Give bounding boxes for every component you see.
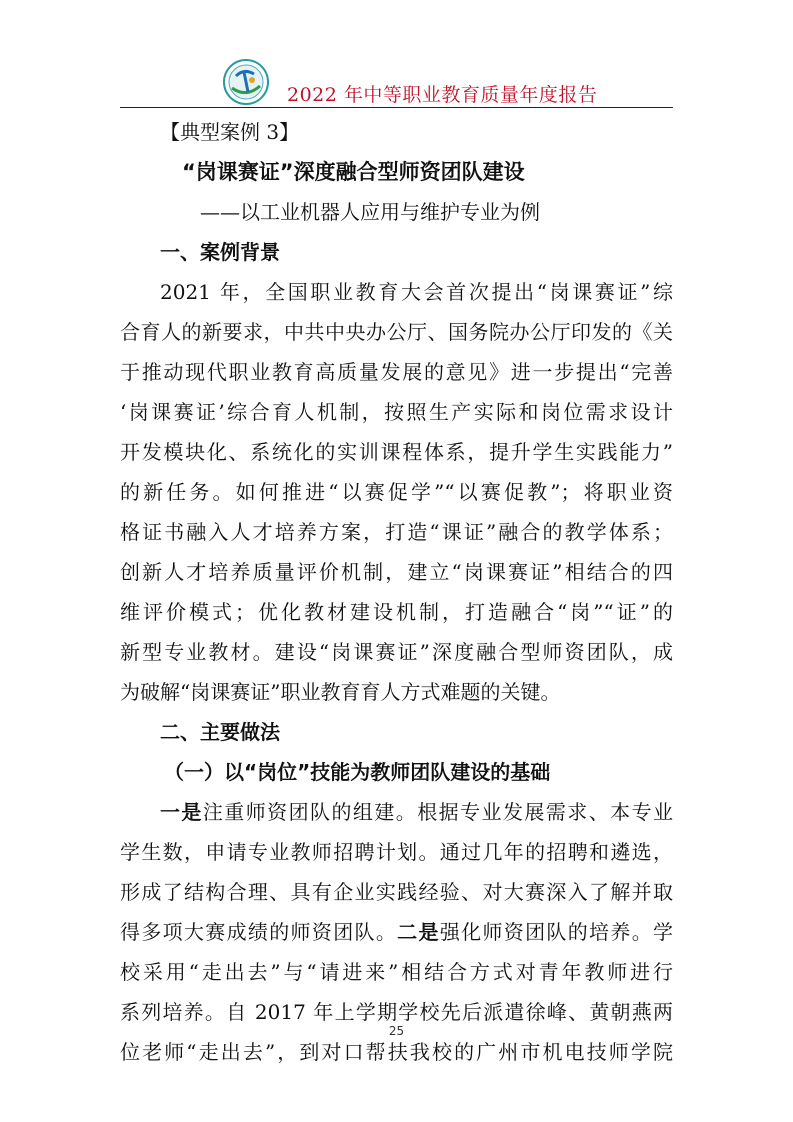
- paragraph-line: 合育人的新要求，中共中央办公厅、国务院办公厅印发的《关: [120, 320, 673, 344]
- paragraph-line: 校采用“走出去”与“请进来”相结合方式对青年教师进行: [120, 960, 673, 984]
- keyword-first: 一是: [160, 800, 203, 824]
- page-header: [0, 0, 793, 110]
- paragraph-line: 维评价模式；优化教材建设机制，打造融合“岗”“证”的: [120, 600, 673, 624]
- case-label: 【典型案例 3】: [160, 120, 300, 144]
- school-emblem-icon: [222, 58, 270, 106]
- paragraph-line: 形成了结构合理、具有企业实践经验、对大赛深入了解并取: [120, 880, 673, 904]
- page-number: 25: [388, 1024, 405, 1038]
- paragraph-line: 得多项大赛成绩的师资团队。二是强化师资团队的培养。学: [120, 920, 674, 944]
- paragraph-line: ‘岗课赛证’综合育人机制，按照生产实际和岗位需求设计: [120, 400, 673, 424]
- section-heading-methods: 二、主要做法: [160, 720, 280, 744]
- paragraph-line: 于推动现代职业教育高质量发展的意见》进一步提出“完善: [120, 360, 673, 384]
- paragraph-line: 的新任务。如何推进“以赛促学”“以赛促教”；将职业资: [120, 480, 673, 504]
- paragraph-line: 系列培养。自 2017 年上学期学校先后派遣徐峰、黄朝燕两: [120, 1000, 673, 1024]
- paragraph-line: 学生数，申请专业教师招聘计划。通过几年的招聘和遴选，: [120, 840, 673, 864]
- paragraph-line: 新型专业教材。建设“岗课赛证”深度融合型师资团队，成: [120, 640, 673, 664]
- paragraph-line: 为破解“岗课赛证”职业教育育人方式难题的关键。: [120, 680, 561, 704]
- paragraph-line: 创新人才培养质量评价机制，建立“岗课赛证”相结合的四: [120, 560, 673, 584]
- subsection-heading-1: （一）以“岗位”技能为教师团队建设的基础: [164, 760, 551, 784]
- paragraph-line: 一是注重师资团队的组建。根据专业发展需求、本专业: [160, 800, 674, 824]
- keyword-second: 二是: [397, 920, 440, 944]
- header-divider: [120, 107, 673, 108]
- header-title: 2022 年中等职业教育质量年度报告: [287, 84, 598, 106]
- case-title: “岗课赛证”深度融合型师资团队建设: [182, 160, 525, 184]
- section-heading-background: 一、案例背景: [160, 240, 280, 264]
- case-subtitle: ——以工业机器人应用与维护专业为例: [200, 200, 540, 224]
- paragraph-line: 格证书融入人才培养方案，打造“课证”融合的教学体系；: [120, 520, 673, 544]
- paragraph-line: 开发模块化、系统化的实训课程体系，提升学生实践能力”: [120, 440, 673, 464]
- paragraph-line: 2021 年，全国职业教育大会首次提出“岗课赛证”综: [160, 280, 673, 304]
- paragraph-line: 位老师“走出去”，到对口帮扶我校的广州市机电技师学院: [120, 1040, 673, 1064]
